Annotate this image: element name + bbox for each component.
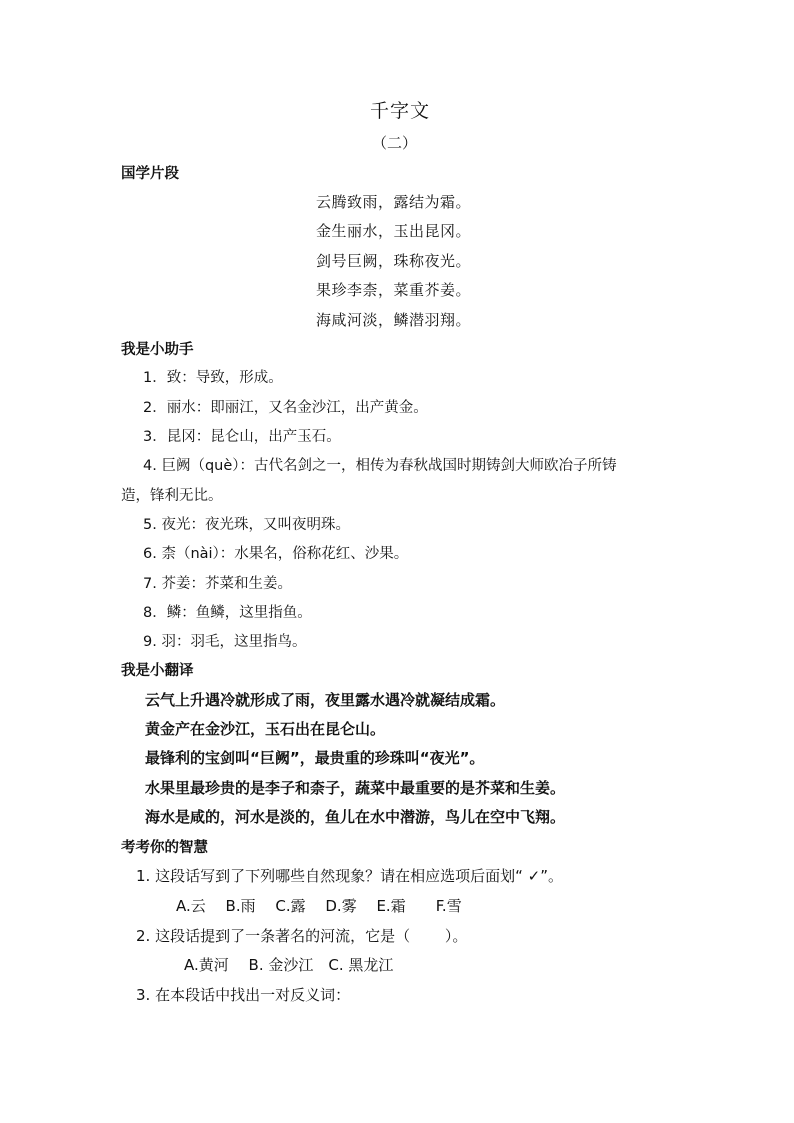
poem-line: 云腾致雨，露结为霜。 [316,193,472,211]
translation-line: 水果里最珍贵的是李子和柰子，蔬菜中最重要的是芥菜和生姜。 [145,779,566,797]
poem-line: 果珍李柰，菜重芥姜。 [316,281,472,299]
note-item-continuation: 造，锋利无比。 [121,488,223,504]
quiz-options-1: A.云 B.雨 C.露 D.雾 E.霜 F.雪 [176,897,462,915]
quiz-question-3: 3. 在本段话中找出一对反义词： [136,986,351,1004]
note-item: 7. 芥姜：芥菜和生姜。 [143,576,292,592]
section-heading-guoxue: 国学片段 [121,166,179,182]
poem-line: 金生丽水，玉出昆冈。 [316,222,472,240]
poem-line: 剑号巨阙，珠称夜光。 [316,252,472,270]
poem-line: 海咸河淡，鳞潜羽翔。 [316,311,472,329]
page-title: 千字文 [370,100,431,122]
note-item: 6. 柰（nài）：水果名，俗称花红、沙果。 [143,546,409,562]
note-item: 4. 巨阙（què）：古代名剑之一，相传为春秋战国时期铸剑大师欧冶子所铸 [143,458,617,474]
quiz-options-2: A.黄河 B. 金沙江 C. 黑龙江 [184,956,394,974]
translation-line: 云气上升遇冷就形成了雨，夜里露水遇冷就凝结成霜。 [145,691,506,709]
translation-line: 海水是咸的，河水是淡的，鱼儿在水中潜游，鸟儿在空中飞翔。 [145,808,566,826]
section-heading-helper: 我是小助手 [121,342,194,358]
note-item: 2．丽水：即丽江，又名金沙江，出产黄金。 [143,400,428,416]
quiz-question-2: 2. 这段话提到了一条著名的河流，它是（ ）。 [136,927,468,945]
section-heading-translate: 我是小翻译 [121,663,194,679]
note-item: 1．致：导致，形成。 [143,370,283,386]
note-item: 8．鳞：鱼鳞，这里指鱼。 [143,605,312,621]
section-heading-quiz: 考考你的智慧 [121,840,208,856]
translation-line: 黄金产在金沙江，玉石出在昆仑山。 [145,720,386,738]
note-item: 9. 羽：羽毛，这里指鸟。 [143,634,307,650]
note-item: 3．昆冈：昆仑山，出产玉石。 [143,429,341,445]
quiz-question-1: 1. 这段话写到了下列哪些自然现象？请在相应选项后面划“ ✓”。 [136,867,563,885]
page-subtitle: （二） [372,134,418,152]
translation-line: 最锋利的宝剑叫“巨阙”，最贵重的珍珠叫“夜光”。 [145,749,485,767]
note-item: 5. 夜光：夜光珠，又叫夜明珠。 [143,517,350,533]
